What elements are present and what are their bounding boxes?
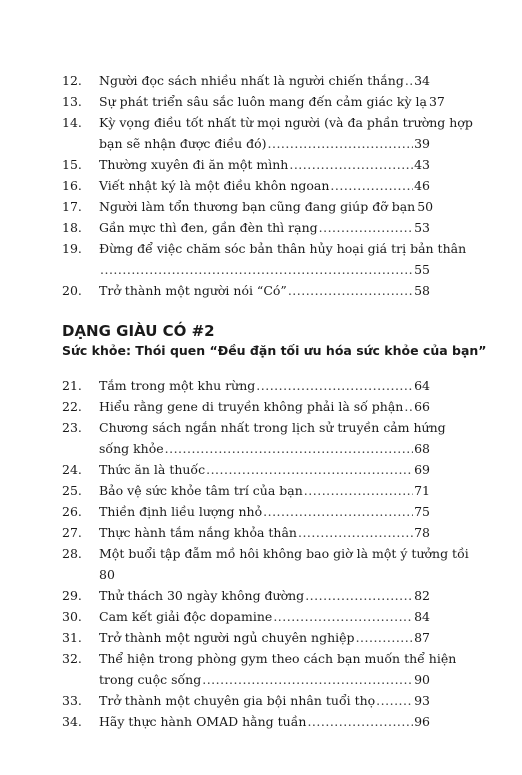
toc-entry-title-line: 80 bbox=[99, 567, 115, 582]
toc-entry bbox=[62, 606, 430, 627]
toc-entry-page: 55 bbox=[414, 262, 430, 277]
toc-entry-page: 69 bbox=[414, 462, 430, 477]
toc-entry-title: Sự phát triển sâu sắc luôn mang đến cảm giác kỳ lạ bbox=[99, 94, 427, 109]
toc-entry-page: 66 bbox=[414, 399, 430, 414]
toc-entry-title-line: Chương sách ngắn nhất trong lịch sử truyền cảm hứng bbox=[99, 420, 446, 435]
toc-entry bbox=[62, 175, 430, 196]
toc-entry bbox=[62, 711, 430, 732]
toc-entry-page: 96 bbox=[414, 714, 430, 729]
dot-leader bbox=[268, 133, 414, 154]
toc-entry-number: 19. bbox=[62, 241, 82, 256]
toc-entry bbox=[62, 70, 430, 91]
toc-entry-row bbox=[99, 217, 430, 238]
toc-entry-row bbox=[99, 396, 430, 417]
toc-entry-number: 31. bbox=[62, 630, 82, 645]
toc-entry-number: 25. bbox=[62, 483, 82, 498]
toc-entry-body bbox=[99, 585, 430, 606]
toc-entry bbox=[62, 217, 430, 238]
toc-entry-title: Tắm trong một khu rừng bbox=[99, 378, 256, 393]
toc-entry bbox=[62, 459, 430, 480]
toc-entry bbox=[62, 690, 430, 711]
toc-entry bbox=[62, 154, 430, 175]
toc-entry-title: Viết nhật ký là một điều khôn ngoan bbox=[99, 178, 330, 193]
toc-entry-number: 32. bbox=[62, 651, 82, 666]
toc-entry-row bbox=[99, 585, 430, 606]
toc-entry bbox=[62, 91, 445, 112]
toc-entry-page: 68 bbox=[414, 441, 430, 456]
dot-leader bbox=[165, 438, 413, 459]
dot-leader bbox=[305, 585, 413, 606]
toc-entry-title: Thực hành tắm nắng khỏa thân bbox=[99, 525, 297, 540]
toc-entry-body bbox=[99, 238, 467, 280]
toc-entry-body bbox=[99, 70, 430, 91]
toc-entry bbox=[62, 238, 467, 280]
dot-leader bbox=[206, 459, 413, 480]
toc-entry bbox=[62, 112, 473, 154]
toc-entry-number: 12. bbox=[62, 73, 82, 88]
toc-entry-title: Thường xuyên đi ăn một mình bbox=[99, 157, 289, 172]
toc-entry-page: 37 bbox=[428, 94, 445, 109]
toc-entry-title-line: Kỳ vọng điều tốt nhất từ mọi người (và đa phần trường hợp bbox=[99, 115, 473, 130]
toc-entry-row bbox=[99, 627, 430, 648]
toc-entry-title: Gần mực thì đen, gần đèn thì rạng bbox=[99, 220, 318, 235]
toc-entry-row bbox=[99, 375, 430, 396]
toc-entry-title: bạn sẽ nhận được điều đó) bbox=[99, 136, 267, 151]
toc-entry-page: 84 bbox=[414, 609, 430, 624]
dot-leader bbox=[288, 280, 413, 301]
toc-entry-body bbox=[99, 112, 473, 154]
toc-entry-title: Người đọc sách nhiều nhất là người chiến thắng bbox=[99, 73, 404, 88]
toc-entry-number: 28. bbox=[62, 546, 82, 561]
toc-entry-row bbox=[99, 154, 430, 175]
toc-entry-body bbox=[99, 280, 430, 301]
toc-entry bbox=[62, 375, 430, 396]
toc-entry bbox=[62, 196, 434, 217]
toc-entry-page: 64 bbox=[414, 378, 430, 393]
toc-entry-body bbox=[99, 375, 430, 396]
toc-entry bbox=[62, 417, 446, 459]
toc-entry-body bbox=[99, 522, 430, 543]
toc-entry-body bbox=[99, 175, 430, 196]
toc-entry bbox=[62, 522, 430, 543]
toc-entry bbox=[62, 501, 430, 522]
toc-entry-row bbox=[99, 669, 430, 690]
dot-leader bbox=[304, 480, 413, 501]
toc-entry-number: 13. bbox=[62, 94, 82, 109]
toc-entry-number: 33. bbox=[62, 693, 82, 708]
toc-entry-body bbox=[99, 196, 434, 217]
toc-entry-title-line: Thể hiện trong phòng gym theo cách bạn muốn thể hiện bbox=[99, 651, 457, 666]
toc-entry-body bbox=[99, 217, 430, 238]
toc-entry-row bbox=[99, 259, 430, 280]
toc-entry-number: 34. bbox=[62, 714, 82, 729]
toc-entry-page: 34 bbox=[414, 73, 430, 88]
toc-entry bbox=[62, 280, 430, 301]
toc-entry-body bbox=[99, 543, 469, 585]
dot-leader bbox=[405, 70, 413, 91]
section-subtitle: Sức khỏe: Thói quen “Đều đặn tối ưu hóa sức khỏe của bạn” bbox=[62, 343, 487, 358]
toc-entry-page: 46 bbox=[414, 178, 430, 193]
toc-entry-body bbox=[99, 606, 430, 627]
toc-list-group-1 bbox=[62, 70, 473, 301]
toc-entry-title: Người làm tổn thương bạn cũng đang giúp đỡ bạn bbox=[99, 199, 416, 214]
dot-leader bbox=[319, 217, 413, 238]
dot-leader bbox=[263, 501, 413, 522]
toc-entry-body bbox=[99, 396, 430, 417]
dot-leader bbox=[356, 627, 414, 648]
toc-entry-row bbox=[99, 522, 430, 543]
toc-entry-row bbox=[99, 438, 430, 459]
toc-entry-row bbox=[99, 501, 430, 522]
toc-entry-page: 39 bbox=[414, 136, 430, 151]
toc-entry-number: 27. bbox=[62, 525, 82, 540]
toc-entry bbox=[62, 543, 469, 585]
toc-entry-body bbox=[99, 627, 430, 648]
toc-entry-number: 17. bbox=[62, 199, 82, 214]
toc-entry-number: 30. bbox=[62, 609, 82, 624]
toc-entry bbox=[62, 627, 430, 648]
toc-entry-title: Trở thành một người ngủ chuyên nghiệp bbox=[99, 630, 355, 645]
toc-entry-number: 26. bbox=[62, 504, 82, 519]
toc-entry bbox=[62, 648, 457, 690]
toc-entry-number: 21. bbox=[62, 378, 82, 393]
dot-leader bbox=[100, 259, 413, 280]
toc-entry-row bbox=[99, 606, 430, 627]
toc-entry-number: 20. bbox=[62, 283, 82, 298]
toc-entry-row bbox=[99, 175, 430, 196]
toc-entry-number: 23. bbox=[62, 420, 82, 435]
dot-leader bbox=[202, 669, 413, 690]
toc-entry-row bbox=[99, 711, 430, 732]
toc-entry-title: sống khỏe bbox=[99, 441, 164, 456]
toc-entry-row bbox=[99, 91, 445, 112]
toc-entry-body bbox=[99, 91, 445, 112]
toc-entry-number: 24. bbox=[62, 462, 82, 477]
toc-entry-body bbox=[99, 648, 457, 690]
dot-leader bbox=[298, 522, 413, 543]
toc-entry-body bbox=[99, 154, 430, 175]
toc-entry-row bbox=[99, 690, 430, 711]
toc-entry-body bbox=[99, 459, 430, 480]
toc-entry-row bbox=[99, 70, 430, 91]
toc-entry-row bbox=[99, 480, 430, 501]
toc-entry-title: Thức ăn là thuốc bbox=[99, 462, 206, 477]
toc-entry-row bbox=[99, 196, 434, 217]
toc-entry-body bbox=[99, 501, 430, 522]
toc-entry-number: 29. bbox=[62, 588, 82, 603]
toc-entry-number: 16. bbox=[62, 178, 82, 193]
toc-entry-row bbox=[99, 133, 430, 154]
dot-leader bbox=[330, 175, 413, 196]
toc-entry-title: Cam kết giải độc dopamine bbox=[99, 609, 273, 624]
toc-entry-page: 93 bbox=[414, 693, 430, 708]
toc-entry-page: 43 bbox=[414, 157, 430, 172]
toc-entry-body bbox=[99, 711, 430, 732]
dot-leader bbox=[376, 690, 413, 711]
toc-entry bbox=[62, 480, 430, 501]
toc-entry-title: Bảo vệ sức khỏe tâm trí của bạn bbox=[99, 483, 303, 498]
toc-entry-number: 14. bbox=[62, 115, 82, 130]
toc-entry-title: Trở thành một chuyên gia bội nhân tuổi thọ bbox=[99, 693, 376, 708]
toc-entry-page: 82 bbox=[414, 588, 430, 603]
toc-entry-page: 50 bbox=[417, 199, 434, 214]
toc-entry-number: 18. bbox=[62, 220, 82, 235]
toc-entry-title: Trở thành một người nói “Có” bbox=[99, 283, 287, 298]
toc-entry-page: 71 bbox=[414, 483, 430, 498]
toc-list-group-2 bbox=[62, 375, 469, 732]
toc-entry-page: 58 bbox=[414, 283, 430, 298]
toc-entry-title: Thử thách 30 ngày không đường bbox=[99, 588, 305, 603]
toc-entry-title-line: Đừng để việc chăm sóc bản thân hủy hoại giá trị bản thân bbox=[99, 241, 467, 256]
toc-entry bbox=[62, 585, 430, 606]
toc-entry-body bbox=[99, 480, 430, 501]
toc-entry-page: 75 bbox=[414, 504, 430, 519]
dot-leader bbox=[404, 396, 413, 417]
dot-leader bbox=[289, 154, 413, 175]
toc-entry bbox=[62, 396, 430, 417]
toc-entry-number: 22. bbox=[62, 399, 82, 414]
toc-entry-body bbox=[99, 417, 446, 459]
dot-leader bbox=[307, 711, 413, 732]
toc-entry-title-line: Một buổi tập đẫm mồ hôi không bao giờ là một ý tưởng tồi bbox=[99, 546, 469, 561]
toc-entry-row bbox=[99, 459, 430, 480]
dot-leader bbox=[256, 375, 413, 396]
toc-entry-title: Hiểu rằng gene di truyền không phải là số phận bbox=[99, 399, 404, 414]
toc-entry-page: 78 bbox=[414, 525, 430, 540]
toc-entry-row bbox=[99, 280, 430, 301]
dot-leader bbox=[273, 606, 413, 627]
toc-entry-page: 53 bbox=[414, 220, 430, 235]
toc-entry-page: 87 bbox=[414, 630, 430, 645]
toc-entry-number: 15. bbox=[62, 157, 82, 172]
toc-entry-title: trong cuộc sống bbox=[99, 672, 202, 687]
toc-entry-title: Thiền định liều lượng nhỏ bbox=[99, 504, 263, 519]
section-title: DẠNG GIÀU CÓ #2 bbox=[62, 322, 215, 340]
toc-entry-page: 90 bbox=[414, 672, 430, 687]
toc-entry-title: Hãy thực hành OMAD hằng tuần bbox=[99, 714, 307, 729]
toc-entry-body bbox=[99, 690, 430, 711]
